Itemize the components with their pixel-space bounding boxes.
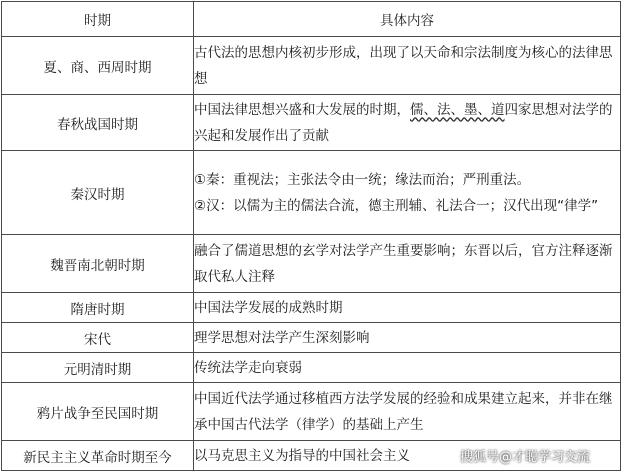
- table-row: [2, 151, 621, 235]
- qin-line: ①秦：重视法；主张法令由一统；缘法而治；严刑重法。: [194, 171, 531, 188]
- content-cell: 中国近代法学通过移植西方法学发展的经验和成果建立起来，并非在继承中国古代法学（律学）的基础上产生: [194, 383, 621, 441]
- content-cell: 古代法的思想内核初步形成，出现了以天命和宗法制度为核心的法律思想: [194, 37, 621, 95]
- table-row: [2, 323, 621, 353]
- period-cell: 春秋战国时期: [2, 95, 194, 151]
- han-line: ②汉：以儒为主的儒法合流，德主刑辅、礼法合一；汉代出现“律学”: [194, 197, 599, 214]
- table-row: [2, 383, 621, 441]
- table-row: [2, 95, 621, 151]
- content-cell: [194, 151, 621, 235]
- period-cell: 秦汉时期: [2, 151, 194, 235]
- period-cell: 魏晋南北朝时期: [2, 235, 194, 293]
- content-cell: 中国法学发展的成熟时期: [194, 293, 621, 323]
- header-period: 时期: [2, 2, 194, 37]
- content-text: 中国法律思想兴盛和大发展的时期，: [194, 101, 410, 118]
- table-header-row: [2, 2, 621, 37]
- content-cell: 理学思想对法学产生深刻影响: [194, 323, 621, 353]
- table-row: [2, 353, 621, 383]
- period-cell: 夏、商、西周时期: [2, 37, 194, 95]
- content-cell: 传统法学走向衰弱: [194, 353, 621, 383]
- content-cell: [194, 95, 621, 151]
- four-schools-emphasis: 儒、法、墨、道: [410, 101, 505, 118]
- table-row: [2, 37, 621, 95]
- period-cell: 鸦片战争至民国时期: [2, 383, 194, 441]
- table-row: [2, 235, 621, 293]
- period-cell: 元明清时期: [2, 353, 194, 383]
- watermark: 搜狐号@才聪学习交流: [460, 450, 591, 465]
- table-row: [2, 293, 621, 323]
- period-cell: 隋唐时期: [2, 293, 194, 323]
- content-cell: 以马克思主义为指导的中国社会主义: [194, 441, 621, 471]
- header-content: 具体内容: [194, 2, 621, 37]
- period-cell: 新民主主义革命时期至今: [2, 441, 194, 471]
- content-text: 四家思想对法学的兴起和发展作出了贡献: [194, 101, 613, 144]
- content-cell: 融合了儒道思想的玄学对法学产生重要影响；东晋以后，官方注释逐渐取代私人注释: [194, 235, 621, 293]
- period-cell: 宋代: [2, 323, 194, 353]
- legal-history-table: [1, 1, 621, 471]
